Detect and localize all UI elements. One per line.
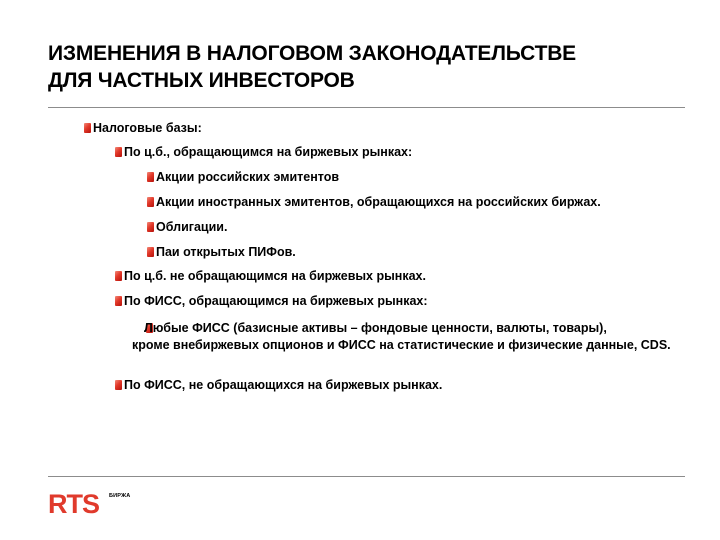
bullet-marker-icon	[147, 247, 154, 257]
bullet-marker-icon	[115, 271, 122, 281]
bullet-russian-shares	[147, 169, 339, 185]
bullet-text: Налоговые базы:	[93, 121, 202, 135]
bullet-cb-non-exchange	[115, 268, 426, 284]
rts-logo	[48, 490, 130, 516]
rts-logo-text: RTS	[48, 490, 99, 516]
bullet-cb-exchange	[115, 144, 412, 160]
bullet-mutual-funds	[147, 244, 296, 260]
bullet-fiss-exchange	[115, 293, 428, 309]
bullet-bonds	[147, 219, 227, 235]
bullet-marker-icon	[115, 380, 122, 390]
bullet-marker-icon	[147, 222, 154, 232]
bullet-foreign-shares	[147, 194, 601, 210]
bullet-text: По ц.б., обращающимся на биржевых рынках:	[124, 145, 413, 159]
slide-title-line-1: ИЗМЕНЕНИЯ В НАЛОГОВОМ ЗАКОНОДАТЕЛЬСТВЕ	[48, 42, 576, 65]
bullet-text: Облигации.	[156, 220, 228, 234]
bullet-text: По ФИСС, не обращающихся на биржевых рынках.	[124, 378, 443, 392]
title-divider	[48, 107, 685, 108]
bullet-marker-icon	[147, 172, 154, 182]
bullet-fiss-non-exchange	[115, 377, 442, 393]
slide-title	[48, 40, 688, 94]
bullet-tax-bases	[84, 120, 202, 136]
bullet-text-rest: кроме внебиржевых опционов и ФИСС на статистические и физические данные, CDS.	[132, 338, 671, 352]
bullet-text: По ц.б. не обращающимся на биржевых рынках.	[124, 269, 426, 283]
rts-logo-subtitle: БИРЖА	[109, 493, 131, 499]
bullet-text-line-1: Любые ФИСС (базисные активы – фондовые ценности, валюты, товары),	[144, 321, 607, 335]
footer-divider	[48, 476, 685, 477]
bullet-marker-icon	[147, 197, 154, 207]
bullet-text: Паи открытых ПИФов.	[156, 245, 296, 259]
bullet-marker-icon	[84, 123, 91, 133]
bullet-marker-icon	[115, 147, 122, 157]
slide-title-line-2: ДЛЯ ЧАСТНЫХ ИНВЕСТОРОВ	[48, 69, 355, 92]
bullet-text: По ФИСС, обращающимся на биржевых рынках:	[124, 294, 428, 308]
bullet-text: Акции российских эмитентов	[156, 170, 340, 184]
bullet-marker-icon	[115, 296, 122, 306]
rts-logo-mark	[48, 490, 106, 516]
bullet-text: Акции иностранных эмитентов, обращающихся на российских биржах.	[156, 195, 601, 209]
bullet-any-fiss	[132, 320, 692, 354]
